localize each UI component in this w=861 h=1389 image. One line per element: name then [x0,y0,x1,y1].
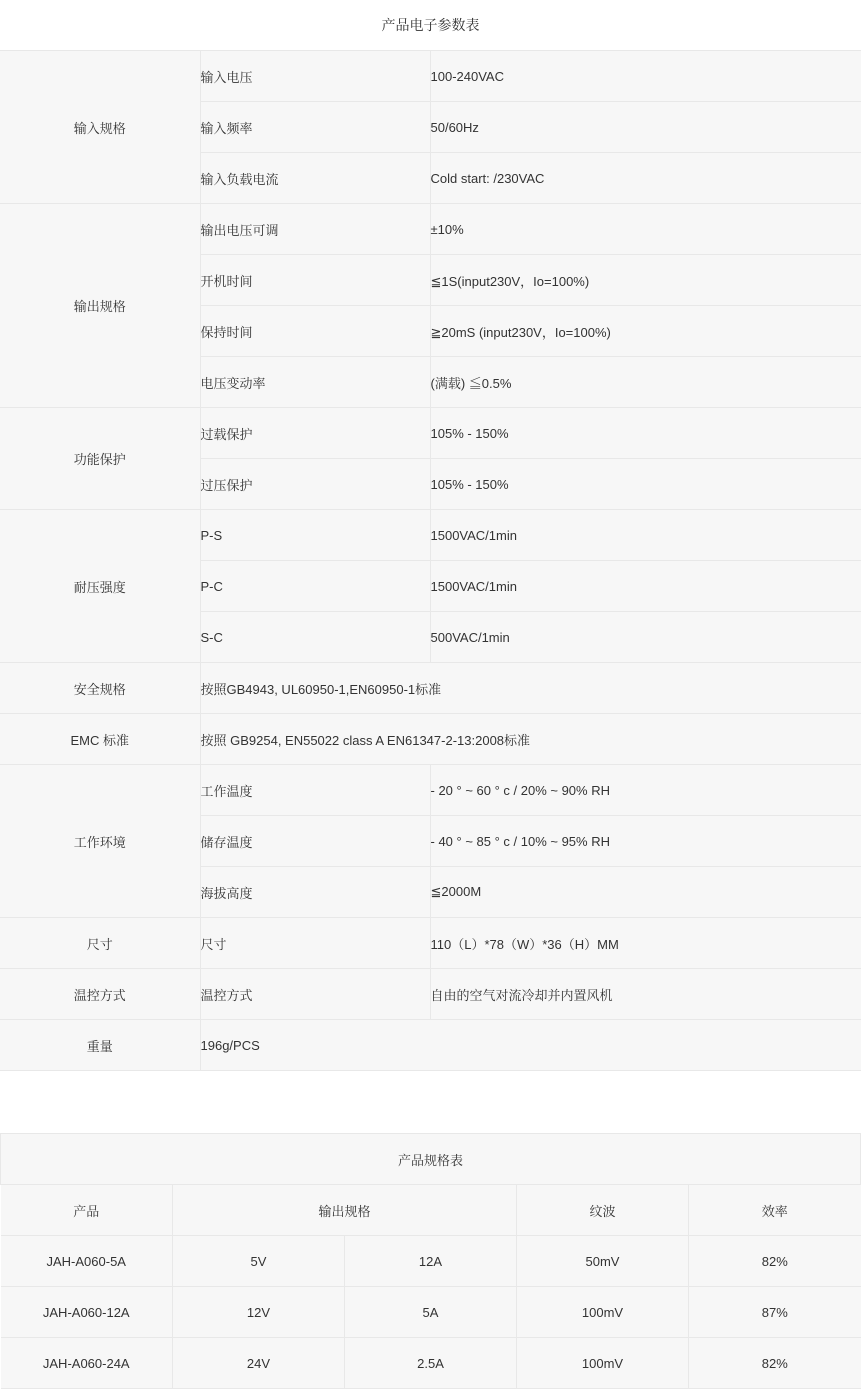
models-header-row [1,1185,861,1236]
row-value: 按照GB4943, UL60950-1,EN60950-1标准 [200,663,861,714]
table-row [0,969,861,1020]
row-param-label: 保持时间 [200,306,430,357]
row-value: 500VAC/1min [430,612,861,663]
table-row [0,765,861,816]
models-table-title: 产品规格表 [1,1134,861,1185]
row-value: 自由的空气对流冷却并内置风机 [430,969,861,1020]
row-param-label: S-C [200,612,430,663]
row-value: Cold start: /230VAC [430,153,861,204]
table-row [0,510,861,561]
section-spacer [0,1071,861,1133]
cell-output-voltage: 12V [173,1287,345,1338]
row-group-label: 输入规格 [0,51,200,204]
cell-output-current: 5A [345,1287,517,1338]
table-row [1,1338,861,1389]
row-group-label: 尺寸 [0,918,200,969]
table-row [0,51,861,102]
row-param-label: 温控方式 [200,969,430,1020]
electronic-table-title: 产品电子参数表 [0,0,861,50]
cell-product: JAH-A060-12A [1,1287,173,1338]
row-value: - 20 ° ~ 60 ° c / 20% ~ 90% RH [430,765,861,816]
row-value: 105% - 150% [430,459,861,510]
electronic-table-body [0,51,861,1071]
table-row [0,204,861,255]
column-header-output: 输出规格 [173,1185,517,1236]
row-param-label: 输入电压 [200,51,430,102]
cell-ripple: 100mV [517,1287,689,1338]
cell-efficiency: 82% [689,1236,861,1287]
row-group-label: 耐压强度 [0,510,200,663]
row-group-label: 功能保护 [0,408,200,510]
row-group-label: 工作环境 [0,765,200,918]
column-header-product: 产品 [1,1185,173,1236]
electronic-parameters-table [0,50,861,1071]
row-value: ≦1S(input230V，Io=100%) [430,255,861,306]
table-row [0,1020,861,1071]
row-group-label: EMC 标准 [0,714,200,765]
cell-efficiency: 87% [689,1287,861,1338]
table-row [0,408,861,459]
row-param-label: 过压保护 [200,459,430,510]
row-value: 196g/PCS [200,1020,861,1071]
row-param-label: 开机时间 [200,255,430,306]
cell-output-current: 12A [345,1236,517,1287]
row-param-label: 储存温度 [200,816,430,867]
row-group-label: 安全规格 [0,663,200,714]
table-row [0,918,861,969]
row-group-label: 重量 [0,1020,200,1071]
row-param-label: 输入频率 [200,102,430,153]
row-value: ≦2000M [430,867,861,918]
row-value: 105% - 150% [430,408,861,459]
cell-output-current: 2.5A [345,1338,517,1389]
row-param-label: 电压变动率 [200,357,430,408]
cell-efficiency: 82% [689,1338,861,1389]
row-group-label: 输出规格 [0,204,200,408]
row-value: - 40 ° ~ 85 ° c / 10% ~ 95% RH [430,816,861,867]
row-param-label: 尺寸 [200,918,430,969]
product-models-table [0,1133,861,1389]
row-value: (满载) ≦0.5% [430,357,861,408]
cell-ripple: 100mV [517,1338,689,1389]
row-param-label: 海拔高度 [200,867,430,918]
table-row [1,1236,861,1287]
cell-ripple: 50mV [517,1236,689,1287]
row-param-label: 输入负载电流 [200,153,430,204]
row-group-label: 温控方式 [0,969,200,1020]
models-table-body [1,1134,861,1389]
table-row [0,714,861,765]
table-row [0,663,861,714]
row-param-label: 输出电压可调 [200,204,430,255]
row-value: 50/60Hz [430,102,861,153]
cell-output-voltage: 24V [173,1338,345,1389]
column-header-ripple: 纹波 [517,1185,689,1236]
row-value: ±10% [430,204,861,255]
row-param-label: 过载保护 [200,408,430,459]
table-row [1,1287,861,1338]
models-title-row [1,1134,861,1185]
row-value: ≧20mS (input230V，Io=100%) [430,306,861,357]
row-param-label: P-S [200,510,430,561]
cell-product: JAH-A060-24A [1,1338,173,1389]
row-value: 110（L）*78（W）*36（H）MM [430,918,861,969]
row-param-label: P-C [200,561,430,612]
cell-product: JAH-A060-5A [1,1236,173,1287]
column-header-efficiency: 效率 [689,1185,861,1236]
row-value: 1500VAC/1min [430,510,861,561]
cell-output-voltage: 5V [173,1236,345,1287]
row-param-label: 工作温度 [200,765,430,816]
row-value: 100-240VAC [430,51,861,102]
row-value: 1500VAC/1min [430,561,861,612]
row-value: 按照 GB9254, EN55022 class A EN61347-2-13:2008标准 [200,714,861,765]
